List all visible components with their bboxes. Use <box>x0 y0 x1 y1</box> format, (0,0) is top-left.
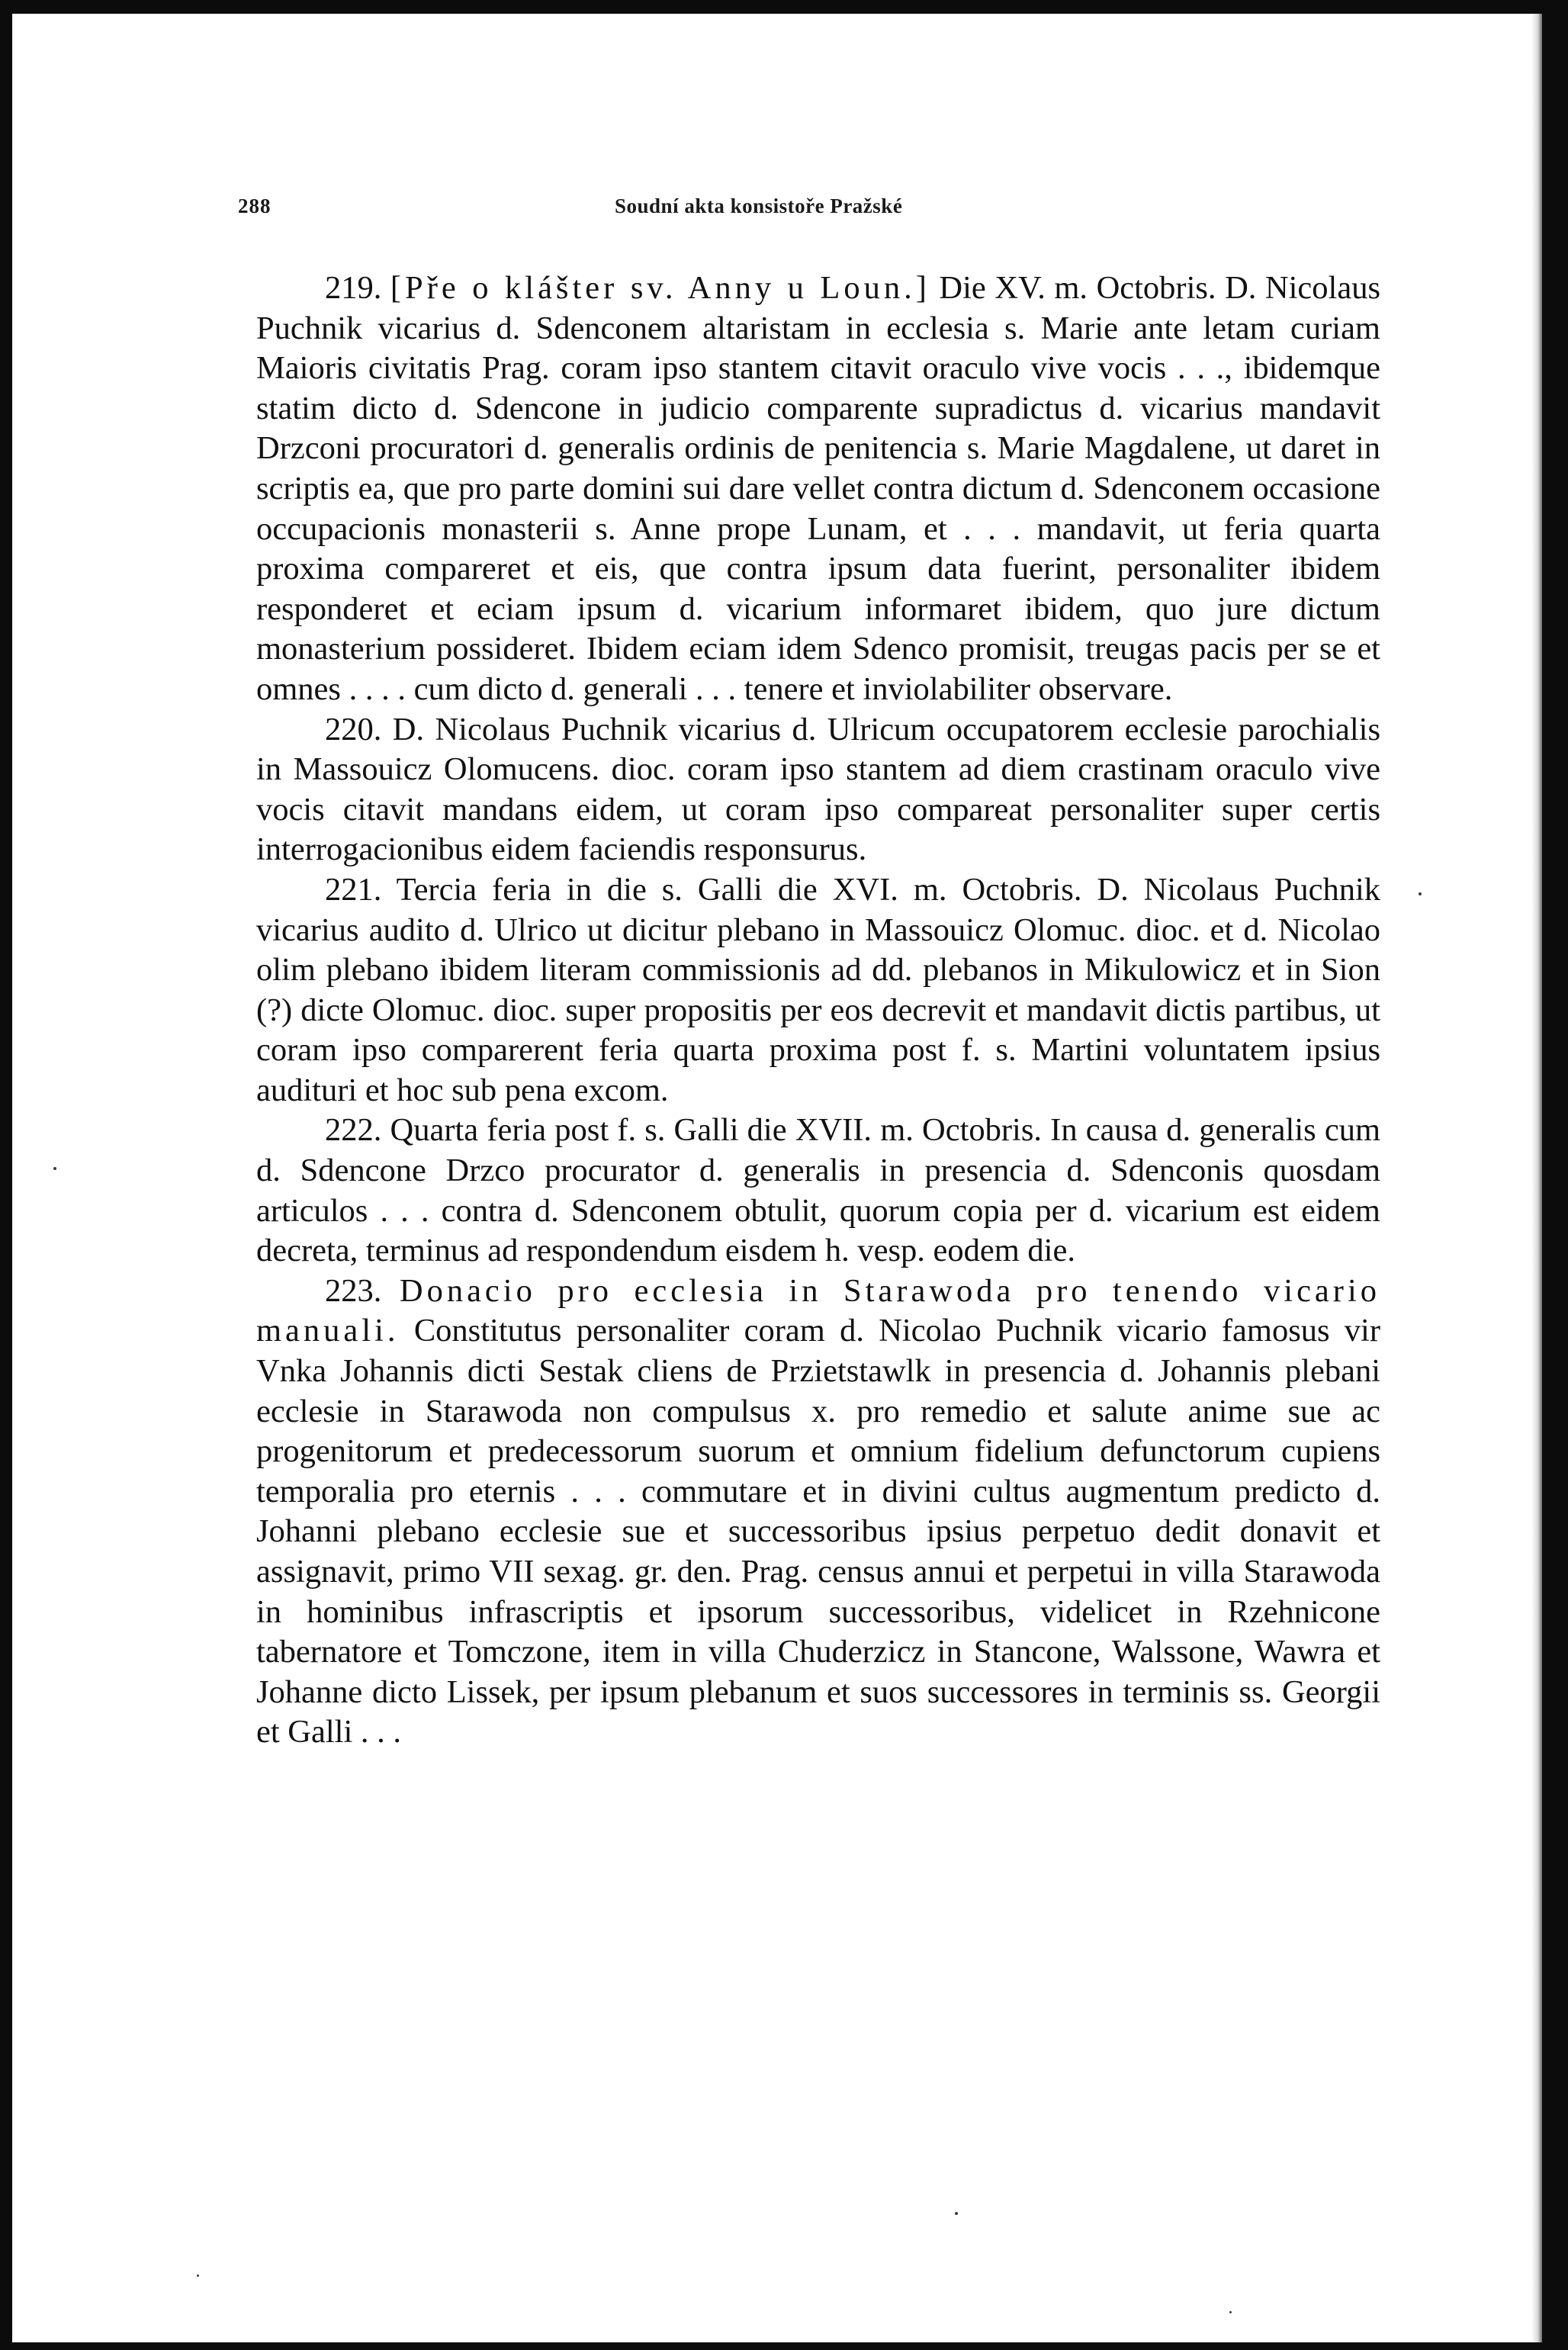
scan-speck <box>1419 892 1422 895</box>
entry-text: Tercia feria in die s. Galli die XVI. m. Octobris. D. Nicolaus Puchnik vicarius audito d. Ulrico ut dicitur plebano in Massouicz Olomuc. dioc. et d. Nicolao olim plebano ibidem literam commissionis ad dd. plebanos in Mikulowicz et in Sion (?) dicte Olomuc. dioc. super propositis per eos decrevit et mandavit dictis partibus, ut coram ipso comparerent feria quarta proxima post f. s. Martini voluntatem ipsius audituri et hoc sub pena excom. <box>256 871 1381 1108</box>
page-edge-shadow <box>1531 14 1542 2342</box>
entry-number: 221. <box>325 871 382 908</box>
document-body <box>256 268 1380 1753</box>
entry-number: 223. <box>325 1272 382 1309</box>
entry-219 <box>256 268 1380 710</box>
page-number: 288 <box>238 194 272 217</box>
page-title: Soudní akta konsistoře Pražské <box>615 194 903 217</box>
entry-text: D. Nicolaus Puchnik vicarius d. Ulricum occupatorem ecclesie parochialis in Massouicz Olomucens. dioc. coram ipso stantem ad diem crastinam oraculo vive vocis citavit mandans eidem, ut coram ipso compareat personaliter super certis interrogacionibus eidem faciendis responsurus. <box>256 711 1380 868</box>
entry-221 <box>256 870 1380 1111</box>
entry-text: Quarta feria post f. s. Galli die XVII. m. Octobris. In causa d. generalis cum d. Sdencone Drzco procurator d. generalis in presencia d. Sdenconis quosdam articulos . . . contra d. Sdenconem obtulit, quorum copia per d. vicarium est eidem decreta, terminus ad respondendum eisdem h. vesp. eodem die. <box>256 1112 1381 1269</box>
entry-220 <box>256 710 1380 870</box>
entry-text: Die XV. m. Octobris. D. Nicolaus Puchnik vicarius d. Sdenconem altaristam in ecclesia s. Marie ante letam curiam Maioris civitatis Prag. coram ipso stantem citavit oraculo vive vocis . . ., ibidemque statim dicto d. Sdencone in judicio comparente supradictus d. vicarius mandavit Drzconi procuratori d. generalis ordinis de penitencia s. Marie Magdalene, ut daret in scriptis ea, que pro parte domini sui dare vellet contra dictum d. Sdenconem occasione occupacionis monasterii s. Anne prope Lunam, et . . . mandavit, ut feria quarta proxima compareret et eis, que contra ipsum data fuerint, personaliter ibidem responderet et eciam ipsum d. vicarium informaret ibidem, quo jure dictum monasterium possideret. Ibidem eciam idem Sdenco promisit, treugas pacis per se et omnes . . . . cum dicto d. generali . . . tenere et inviolabiliter observare. <box>256 270 1380 707</box>
entry-222 <box>256 1111 1380 1271</box>
entry-heading: [Pře o klášter sv. Anny u Loun.] <box>390 270 930 306</box>
scan-speck <box>197 2274 199 2277</box>
scan-speck <box>53 1167 56 1170</box>
scan-speck <box>1229 2311 1232 2313</box>
entry-number: 219. <box>325 270 382 306</box>
entry-heading: Donacio pro ecclesia in Starawoda pro tenendo vicario manuali. <box>256 1272 1381 1349</box>
entry-number: 222. <box>325 1112 382 1149</box>
entry-text: Constitutus personaliter coram d. Nicolao Puchnik vicario famosus vir Vnka Johannis dicti Sestak cliens de Przietstawlk in presencia d. Johannis plebani ecclesie in Starawoda non compulsus x. pro remedio et salute anime sue ac progenitorum et predecessorum suorum et omnium fidelium defunctorum cupiens temporalia pro eternis . . . commutare et in divini cultus augmentum predicto d. Johanni plebano ecclesie sue et successoribus ipsius perpetuo dedit donavit et assignavit, primo VII sexag. gr. den. Prag. census annui et perpetui in villa Starawoda in hominibus infrascriptis et ipsorum successoribus, videlicet in Rzehnicone tabernatore et Tomczone, item in villa Chuderzicz in Stancone, Walssone, Wawra et Johanne dicto Lissek, per ipsum plebanum et suos successores in terminis ss. Georgii et Galli . . . <box>256 1313 1381 1750</box>
scan-speck <box>955 2212 958 2215</box>
entry-number: 220. <box>325 711 382 747</box>
entry-223 <box>256 1271 1380 1753</box>
running-head <box>238 194 1397 225</box>
